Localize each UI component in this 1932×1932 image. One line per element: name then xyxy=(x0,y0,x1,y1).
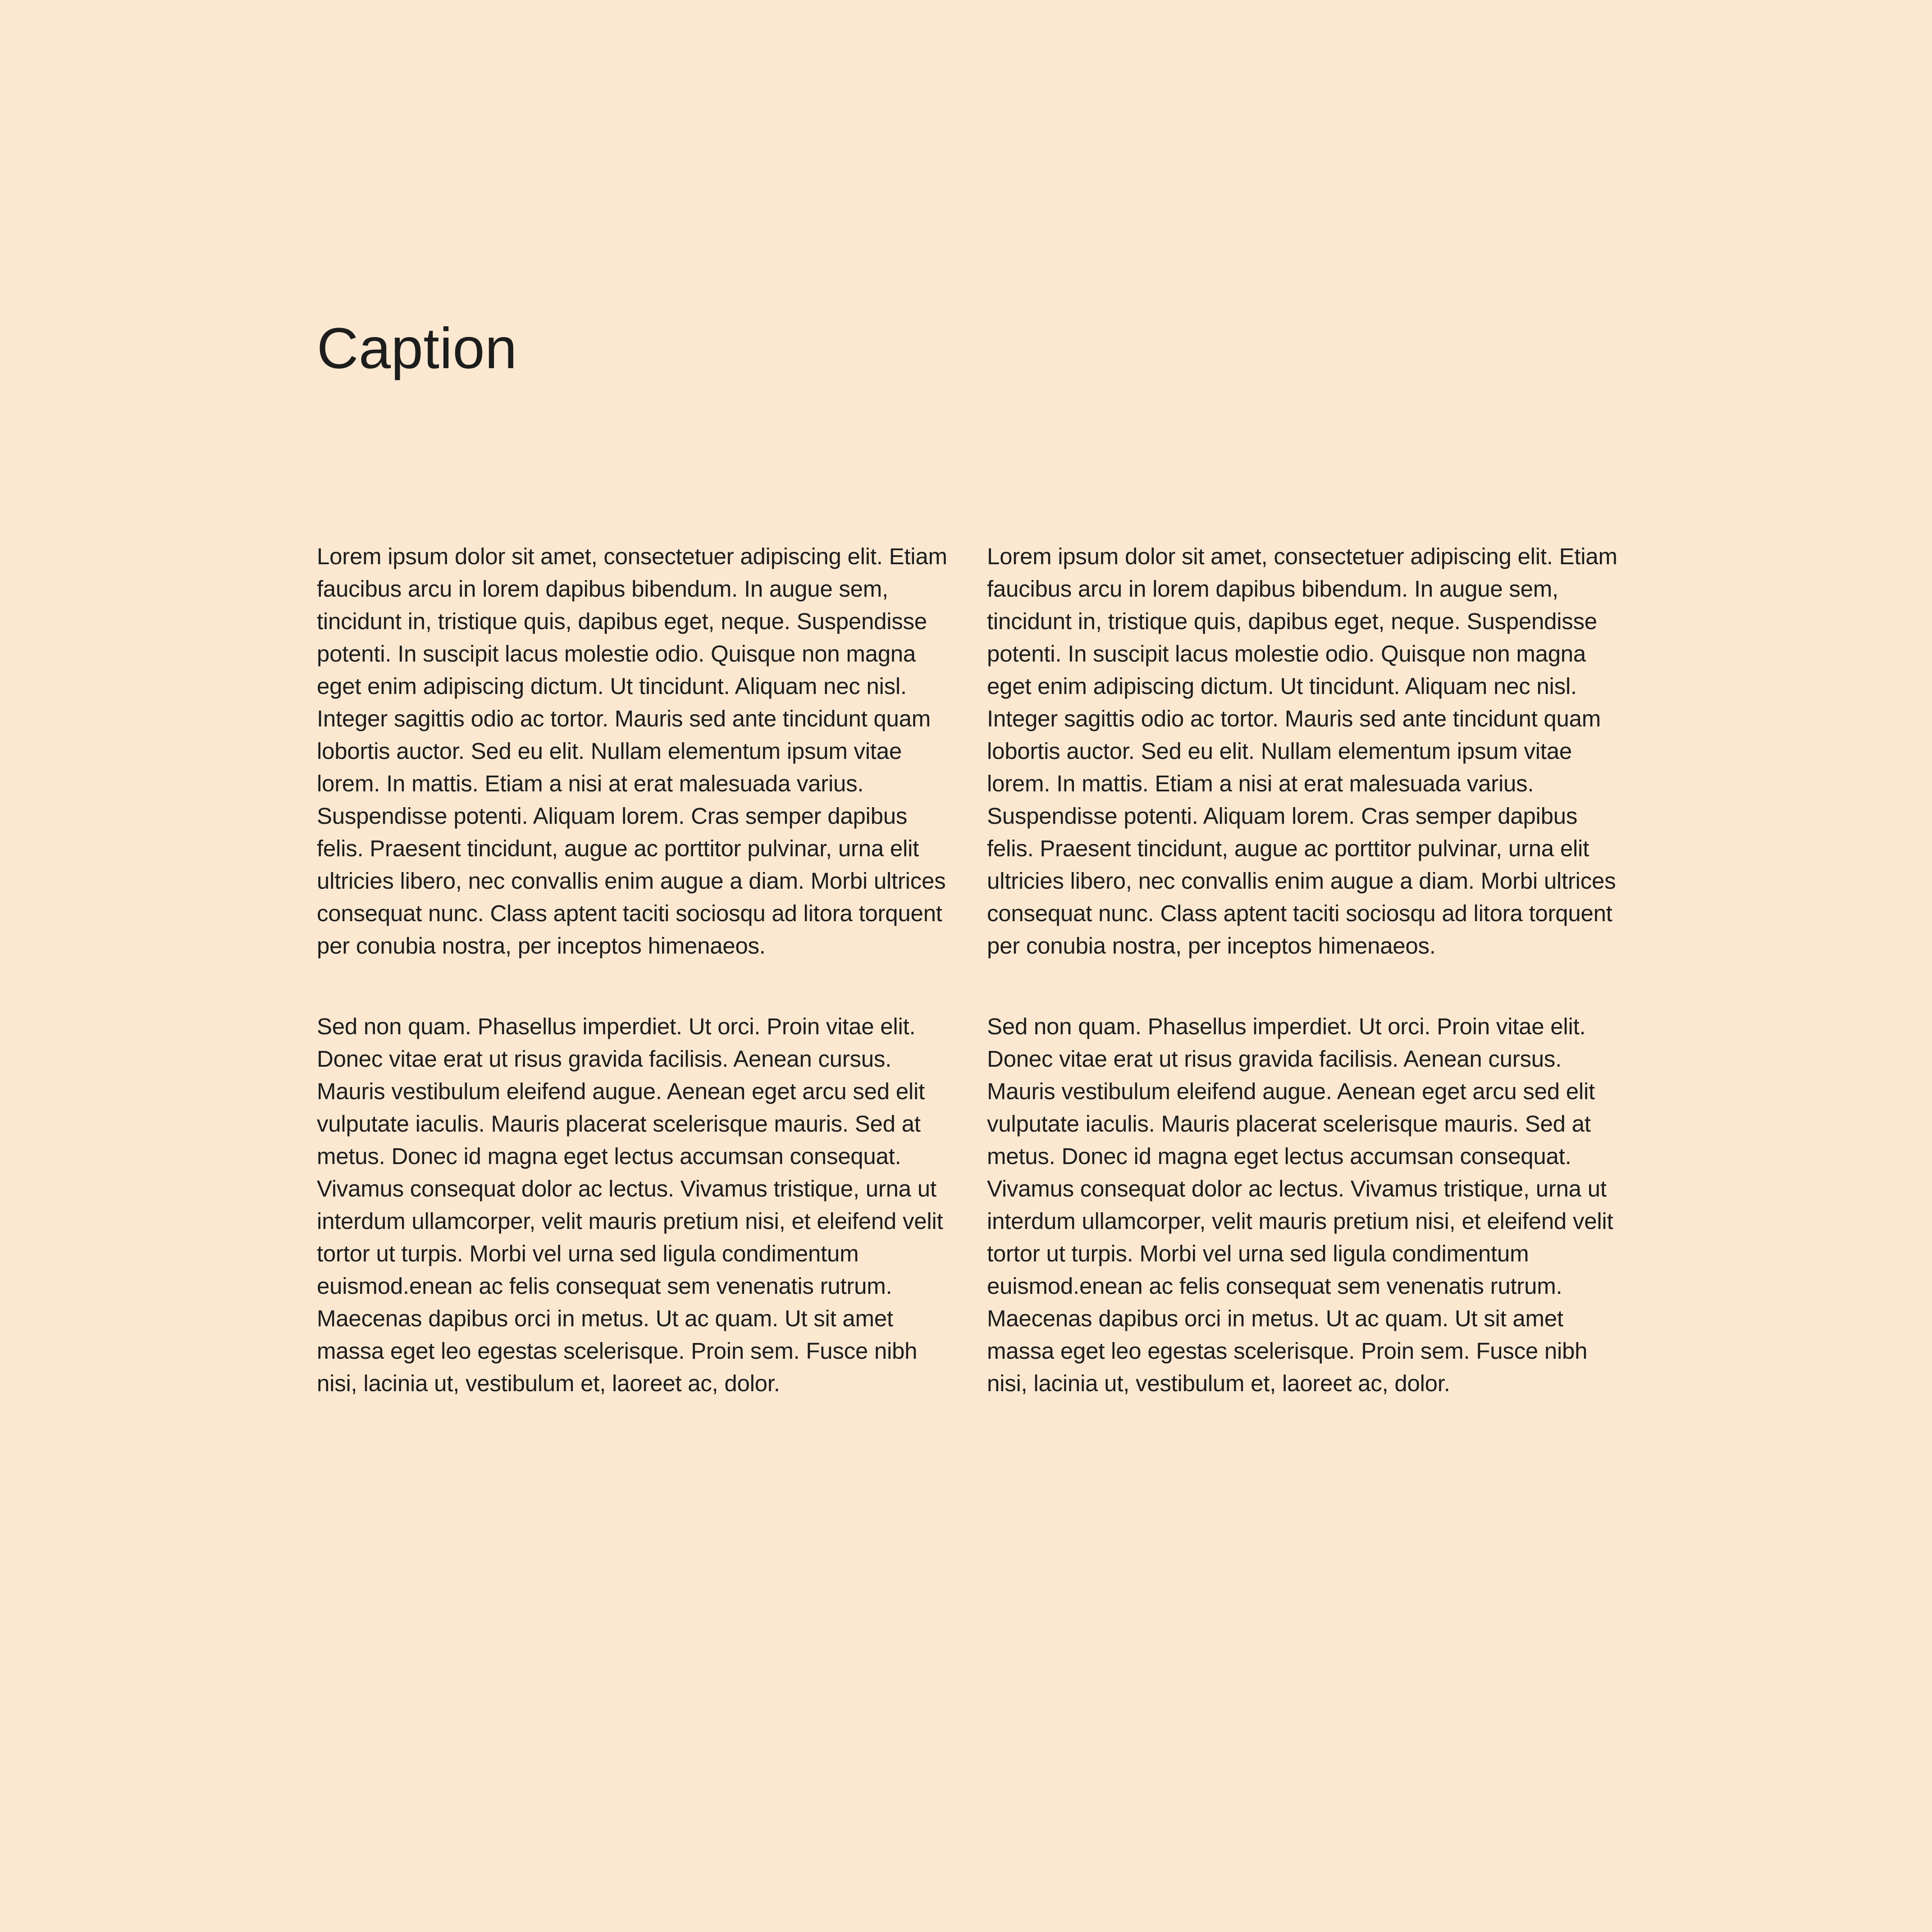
paragraph-2: Sed non quam. Phasellus imperdiet. Ut orci. Proin vitae elit. Donec vitae erat ut risus gravida facilisis. Aenean cursus. Mauris vestibulum eleifend augue. Aenean eget arcu sed elit vulputate iaculis. Mauris placerat scelerisque mauris. Sed at metus. Donec id magna eget lectus accumsan consequat. Vivamus consequat dolor ac lectus. Vivamus tristique, urna ut interdum ullamcorper, velit mauris pretium nisi, et eleifend velit tortor ut turpis. Morbi vel urna sed ligula condimentum euismod.enean ac felis consequat sem venenatis rutrum. Maecenas dapibus orci in metus. Ut ac quam. Ut sit amet massa eget leo egestas scelerisque. Proin sem. Fusce nibh nisi, lacinia ut, vestibulum et, laoreet ac, dolor. xyxy=(987,1014,1613,1396)
text-column-left xyxy=(317,540,948,1400)
text-columns xyxy=(317,540,1618,1400)
paragraph-1: Lorem ipsum dolor sit amet, consectetuer adipiscing elit. Etiam faucibus arcu in lorem dapibus bibendum. In augue sem, tincidunt in, tristique quis, dapibus eget, neque. Suspendisse potenti. In suscipit lacus molestie odio. Quisque non magna eget enim adipiscing dictum. Ut tincidunt. Aliquam nec nisl. Integer sagittis odio ac tortor. Mauris sed ante tincidunt quam lobortis auctor. Sed eu elit. Nullam elementum ipsum vitae lorem. In mattis. Etiam a nisi at erat malesuada varius. Suspendisse potenti. Aliquam lorem. Cras semper dapibus felis. Praesent tincidunt, augue ac porttitor pulvinar, urna elit ultricies libero, nec convallis enim augue a diam. Morbi ultrices consequat nunc. Class aptent taciti sociosqu ad litora torquent per conubia nostra, per inceptos himenaeos. xyxy=(317,544,947,959)
text-column-right xyxy=(987,540,1618,1400)
paragraph-1: Lorem ipsum dolor sit amet, consectetuer adipiscing elit. Etiam faucibus arcu in lorem dapibus bibendum. In augue sem, tincidunt in, tristique quis, dapibus eget, neque. Suspendisse potenti. In suscipit lacus molestie odio. Quisque non magna eget enim adipiscing dictum. Ut tincidunt. Aliquam nec nisl. Integer sagittis odio ac tortor. Mauris sed ante tincidunt quam lobortis auctor. Sed eu elit. Nullam elementum ipsum vitae lorem. In mattis. Etiam a nisi at erat malesuada varius. Suspendisse potenti. Aliquam lorem. Cras semper dapibus felis. Praesent tincidunt, augue ac porttitor pulvinar, urna elit ultricies libero, nec convallis enim augue a diam. Morbi ultrices consequat nunc. Class aptent taciti sociosqu ad litora torquent per conubia nostra, per inceptos himenaeos. xyxy=(987,544,1617,959)
page-title: Caption xyxy=(317,316,517,381)
paragraph-2: Sed non quam. Phasellus imperdiet. Ut orci. Proin vitae elit. Donec vitae erat ut risus gravida facilisis. Aenean cursus. Mauris vestibulum eleifend augue. Aenean eget arcu sed elit vulputate iaculis. Mauris placerat scelerisque mauris. Sed at metus. Donec id magna eget lectus accumsan consequat. Vivamus consequat dolor ac lectus. Vivamus tristique, urna ut interdum ullamcorper, velit mauris pretium nisi, et eleifend velit tortor ut turpis. Morbi vel urna sed ligula condimentum euismod.enean ac felis consequat sem venenatis rutrum. Maecenas dapibus orci in metus. Ut ac quam. Ut sit amet massa eget leo egestas scelerisque. Proin sem. Fusce nibh nisi, lacinia ut, vestibulum et, laoreet ac, dolor. xyxy=(317,1014,943,1396)
